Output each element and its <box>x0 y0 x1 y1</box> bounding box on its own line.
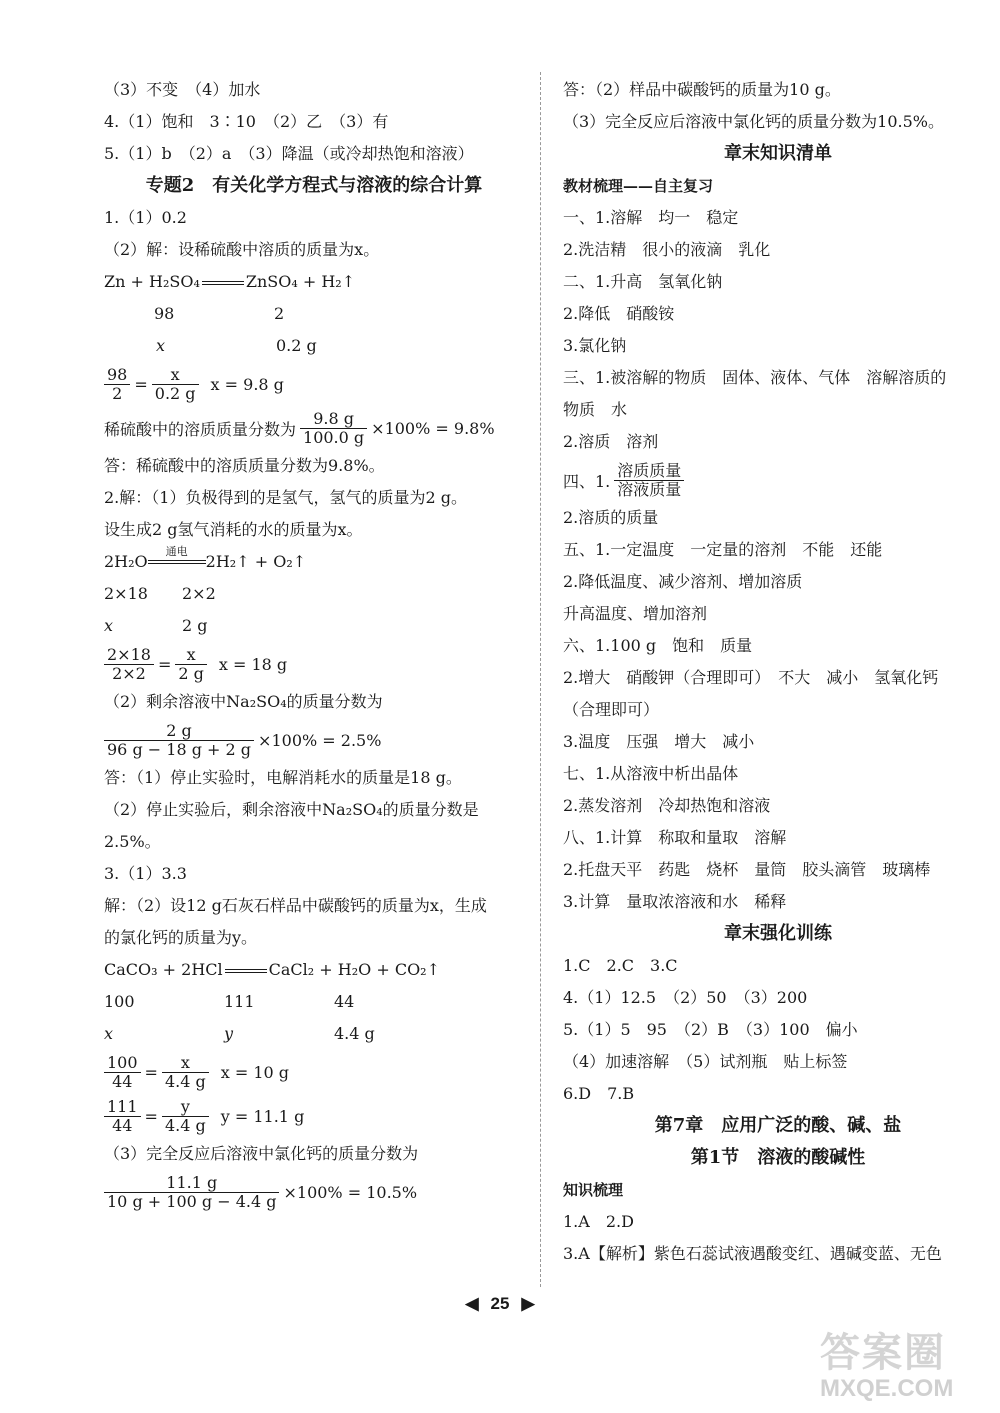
eq3-lhs: CaCO₃ + 2HCl <box>104 960 223 979</box>
frac1-prefix: 稀硫酸中的溶质质量分数为 <box>104 419 297 439</box>
prop1-num-b: x <box>152 366 199 385</box>
q3-part1: 3.（1）3.3 <box>104 864 187 883</box>
item4-den: 溶液质量 <box>617 479 682 499</box>
list-item: 1.C 2.C 3.C <box>563 956 678 975</box>
list-item: 4.（1）12.5 （2）50 （3）200 <box>563 988 808 1007</box>
proportion-1: $\frac{98}{2}$ = $\frac{x}{0.2 g}$ x = 9.8 g <box>104 362 524 406</box>
q2-line: 2.解：（1）负极得到的是氢气，氢气的质量为2 g。 <box>104 488 467 507</box>
eq3-r2-b: y <box>224 1024 234 1043</box>
proportion-4: $\frac{111}{44}$ = $\frac{y}{4.4 g}$ y = 11.1 g <box>104 1094 524 1138</box>
eq2-r2-a: x <box>104 616 114 635</box>
list-item: 3.计算 量取浓溶液和水 稀释 <box>563 892 787 911</box>
prop2-den-a: 2×2 <box>112 663 146 683</box>
equation-1 <box>104 266 524 298</box>
prop3-den-b: 4.4 g <box>164 1071 206 1091</box>
prop3-result: x = 10 g <box>220 1062 290 1082</box>
list-item: 3.温度 压强 增大 减小 <box>563 732 755 751</box>
eq2-r1-b: 2×2 <box>182 584 216 603</box>
frac2-den: 96 g − 18 g + 2 g <box>107 739 252 759</box>
q2-part2: （2）剩余溶液中Na₂SO₄的质量分数为 <box>104 692 383 711</box>
answer-line: 4.（1）饱和 3∶10 （2）乙 （3）有 <box>104 112 389 131</box>
eq3-r1-b: 111 <box>224 992 255 1011</box>
frac1-suffix: ×100% = 9.8% <box>371 418 495 438</box>
list-item: 五、1.一定温度 一定量的溶剂 不能 还能 <box>563 540 883 559</box>
right-column <box>563 74 993 1270</box>
eq1-r1-a: 98 <box>154 304 175 323</box>
eq2-r2-b: 2 g <box>182 616 208 635</box>
prev-page-icon[interactable]: ◀ <box>465 1294 479 1313</box>
page-number-bar <box>0 1294 1000 1314</box>
watermark-url: MXQE.COM <box>820 1375 954 1402</box>
list-item: 2.蒸发溶剂 冷却热饱和溶液 <box>563 796 771 815</box>
eq3-r1-c: 44 <box>334 992 355 1011</box>
prop4-result: y = 11.1 g <box>220 1106 305 1126</box>
eq1-rhs: ZnSO₄ + H₂↑ <box>245 272 356 291</box>
subheading: 教材梳理——自主复习 <box>563 177 714 195</box>
list-item-fraction <box>563 458 993 502</box>
watermark-logo-text: 答案圈 <box>820 1330 946 1376</box>
reaction-condition <box>148 546 206 564</box>
list-item: 1.A 2.D <box>563 1212 634 1231</box>
equals-bar <box>225 969 267 973</box>
answer-line: 答：（2）样品中碳酸钙的质量为10 g。 <box>563 80 841 99</box>
topic-title: 专题2 有关化学方程式与溶液的综合计算 <box>145 175 483 196</box>
answer-line: （3）不变 （4）加水 <box>104 80 261 99</box>
list-item: 3.氯化钠 <box>563 336 627 355</box>
eq3-ratio-row <box>104 986 524 1018</box>
eq2-cond: 通电 <box>165 545 188 558</box>
prop2-num-b: x <box>175 646 207 665</box>
list-item: 物质 水 <box>563 400 628 419</box>
list-item: 升高温度、增加溶剂 <box>563 604 708 623</box>
next-page-icon[interactable]: ▶ <box>521 1294 535 1313</box>
q1-part1: 1.（1）0.2 <box>104 208 187 227</box>
answer-line: （3）完全反应后溶液中氯化钙的质量分数为10.5%。 <box>563 112 945 131</box>
prop3-num-a: 100 <box>104 1054 141 1073</box>
eq1-mass-row <box>104 330 524 362</box>
prop3-num-b: x <box>162 1054 209 1073</box>
prop3-den-a: 44 <box>112 1071 133 1091</box>
eq1-lhs: Zn + H₂SO₄ <box>104 272 200 291</box>
list-item: 2.溶质 溶剂 <box>563 432 659 451</box>
list-item: 6.D 7.B <box>563 1084 635 1103</box>
q3-part3: （3）完全反应后溶液中氯化钙的质量分数为 <box>104 1144 419 1163</box>
frac3-suffix: ×100% = 10.5% <box>283 1182 418 1202</box>
prop1-num-a: 98 <box>104 366 130 385</box>
section-title: 第1节 溶液的酸碱性 <box>690 1147 866 1168</box>
item4-prefix: 四、1. <box>563 471 611 491</box>
q1-solve: （2）解：设稀硫酸中溶质的质量为x。 <box>104 240 380 259</box>
eq1-r2-a: x <box>156 336 166 355</box>
list-item: 3.A【解析】紫色石蕊试液遇酸变红、遇碱变蓝、无色 <box>563 1244 942 1263</box>
answer-2-line: 2.5%。 <box>104 832 161 851</box>
prop2-den-b: 2 g <box>178 663 204 683</box>
q3-solve-line: 的氯化钙的质量为y。 <box>104 928 258 947</box>
eq3-r2-c: 4.4 g <box>334 1024 375 1043</box>
q3-solve-line: 解：（2）设12 g石灰石样品中碳酸钙的质量为x，生成 <box>104 896 487 915</box>
list-item: 六、1.100 g 饱和 质量 <box>563 636 753 655</box>
frac1-num: 9.8 g <box>300 410 367 429</box>
eq1-r1-b: 2 <box>274 304 285 323</box>
fraction-2 <box>104 718 524 762</box>
answer-1: 答：稀硫酸中的溶质质量分数为9.8%。 <box>104 456 385 475</box>
list-item: 2.溶质的质量 <box>563 508 659 527</box>
list-item: 5.（1）5 95 （2）B （3）100 偏小 <box>563 1020 858 1039</box>
list-item: 二、1.升高 氢氧化钠 <box>563 272 723 291</box>
prop2-result: x = 18 g <box>218 654 288 674</box>
answer-line: 5.（1）b （2）a （3）降温（或冷却热饱和溶液） <box>104 144 474 163</box>
answer-2-line: （2）停止实验后，剩余溶液中Na₂SO₄的质量分数是 <box>104 800 479 819</box>
eq2-mass-row <box>104 610 524 642</box>
equation-2 <box>104 546 524 578</box>
answer-2-line: 答：（1）停止实验时，电解消耗水的质量是18 g。 <box>104 768 462 787</box>
equals-bar <box>202 281 244 285</box>
list-item: 八、1.计算 称取和量取 溶解 <box>563 828 787 847</box>
list-item: （合理即可） <box>563 700 660 719</box>
prop1-den-a: 2 <box>112 383 123 403</box>
eq2-ratio-row <box>104 578 524 610</box>
prop1-result: x = 9.8 g <box>210 374 284 394</box>
frac3-num: 11.1 g <box>104 1174 279 1193</box>
list-item: 2.托盘天平 药匙 烧杯 量筒 胶头滴管 玻璃棒 <box>563 860 931 879</box>
eq1-r2-b: 0.2 g <box>276 336 317 355</box>
eq3-rhs: CaCl₂ + H₂O + CO₂↑ <box>268 960 440 979</box>
watermark <box>820 1330 990 1408</box>
eq2-rhs: 2H₂↑ + O₂↑ <box>205 552 307 571</box>
item4-num: 溶质质量 <box>614 462 684 481</box>
equation-3 <box>104 954 524 986</box>
fraction-3 <box>104 1170 524 1214</box>
list-item: 一、1.溶解 均一 稳定 <box>563 208 739 227</box>
list-item: 七、1.从溶液中析出晶体 <box>563 764 739 783</box>
eq2-lhs: 2H₂O <box>104 552 148 571</box>
section-heading: 章末知识清单 <box>724 143 832 164</box>
frac2-suffix: ×100% = 2.5% <box>258 730 382 750</box>
frac2-num: 2 g <box>104 722 254 741</box>
prop4-den-a: 44 <box>112 1115 133 1135</box>
prop4-num-a: 111 <box>104 1098 141 1117</box>
frac1-den: 100.0 g <box>303 427 365 447</box>
eq3-r1-a: 100 <box>104 992 135 1011</box>
list-item: 三、1.被溶解的物质 固体、液体、气体 溶解溶质的 <box>563 368 947 387</box>
q2-line: 设生成2 g氢气消耗的水的质量为x。 <box>104 520 363 539</box>
proportion-2: $\frac{2\times 18}{2\times 2}$ = $\frac{x}{2 g}$ x = 18 g <box>104 642 524 686</box>
eq1-ratio-row <box>104 298 524 330</box>
eq3-mass-row <box>104 1018 524 1050</box>
frac3-den: 10 g + 100 g − 4.4 g <box>107 1191 277 1211</box>
section-heading: 章末强化训练 <box>724 923 832 944</box>
prop2-num-a: 2×18 <box>104 646 154 665</box>
eq3-r2-a: x <box>104 1024 114 1043</box>
eq2-r1-a: 2×18 <box>104 584 148 603</box>
page-number: 25 <box>490 1294 510 1313</box>
prop4-num-b: y <box>162 1098 209 1117</box>
proportion-3: $\frac{100}{44}$ = $\frac{x}{4.4 g}$ x = 10 g <box>104 1050 524 1094</box>
left-column <box>104 74 524 1214</box>
fraction-1 <box>104 406 524 450</box>
list-item: 2.降低 硝酸铵 <box>563 304 675 323</box>
list-item: 2.增大 硝酸钾（合理即可） 不大 减小 氢氧化钙 <box>563 668 939 687</box>
list-item: 2.洗洁精 很小的液滴 乳化 <box>563 240 771 259</box>
list-item: （4）加速溶解 （5）试剂瓶 贴上标签 <box>563 1052 848 1071</box>
chapter-title: 第7章 应用广泛的酸、碱、盐 <box>654 1115 902 1136</box>
list-item: 2.降低温度、减少溶剂、增加溶质 <box>563 572 803 591</box>
column-divider <box>540 72 541 1287</box>
prop1-den-b: 0.2 g <box>154 383 196 403</box>
subheading: 知识梳理 <box>563 1181 624 1199</box>
prop4-den-b: 4.4 g <box>164 1115 206 1135</box>
